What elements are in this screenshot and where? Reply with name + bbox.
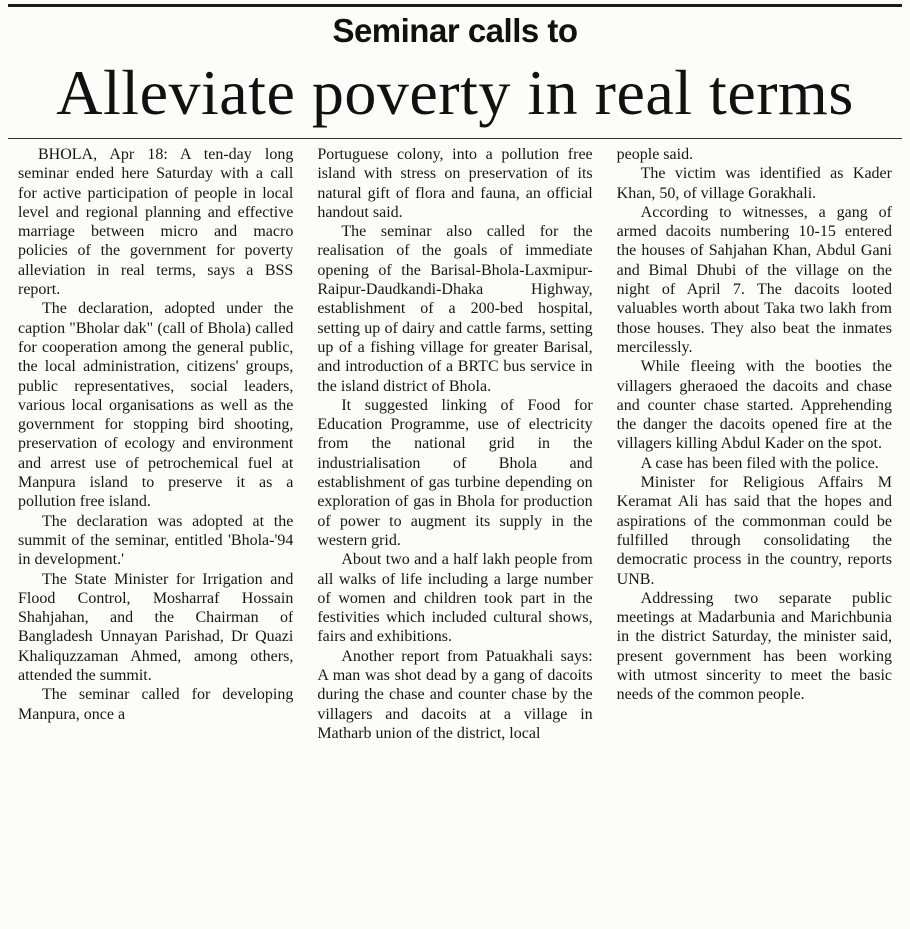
paragraph: According to witnesses, a gang of armed dacoits numbering 10-15 entered the houses of Sahjahan Khan, Abdul Gani and Bimal Dhubi of the village on the night of April 7. The dacoits looted valuables worth about Taka two lakh from those houses. They also beat the inmates mercilessly.	[616, 203, 892, 356]
paragraph: BHOLA, Apr 18: A ten-day long seminar ended here Saturday with a call for active participation of people in local level and regional planning and effective marriage between micro and macro policies of the government for poverty alleviation in real terms, says a BSS report.	[18, 146, 294, 299]
paragraph: While fleeing with the booties the villagers gheraoed the dacoits and chase and counter chase started. Apprehending the danger the dacoits opened fire at the villagers killing Abdul Kader on the spot.	[616, 358, 892, 453]
paragraph: The seminar called for developing Manpura, once a	[18, 686, 294, 723]
paragraph: The State Minister for Irrigation and Flood Control, Mosharraf Hossain Shahjahan, and the Chairman of Bangladesh Unnayan Parishad, Dr Quazi Khaliquzzaman Ahmed, among others, attended the summit.	[18, 570, 294, 685]
paragraph: Minister for Religious Affairs M Keramat Ali has said that the hopes and aspirations of the commonman could be fulfilled through consolidating the democratic process in the country, reports UNB.	[616, 474, 892, 588]
paragraph: people said.	[616, 146, 694, 163]
top-rule	[8, 4, 902, 7]
headline-kicker: Seminar calls to	[332, 12, 578, 49]
paragraph: Addressing two separate public meetings at Madarbunia and Marichbunia in the district Saturday, the minister said, present government has been working with utmost sincerity to meet the basic needs of the common people.	[616, 589, 892, 704]
paragraph: Portuguese colony, into a pollution free island with stress on preservation of its natural gift of flora and fauna, an official handout said.	[317, 146, 593, 221]
article-body	[18, 145, 892, 925]
article-column-2	[317, 145, 592, 925]
article-column-1	[18, 145, 293, 925]
paragraph: The declaration was adopted at the summit of the seminar, entitled 'Bhola-'94 in development.'	[18, 512, 294, 569]
paragraph: It suggested linking of Food for Education Programme, use of electricity from the national grid in the industrialisation of Bhola and establishment of gas turbine depending on exploration of gas in Bhola for production of power to augment its supply in the western grid.	[317, 396, 593, 549]
paragraph: The declaration, adopted under the caption "Bholar dak" (call of Bhola) called for cooperation among the general public, the local administration, citizens' groups, public representatives, social leaders, various local organisations as well as the government for stopping bird shooting, preservation of ecology and environment and arrest use of petrochemical fuel at Manpura island to preserve it as a pollution free island.	[18, 300, 294, 511]
paragraph: A case has been filed with the police.	[640, 454, 879, 472]
headline: Alleviate poverty in real terms	[56, 57, 854, 128]
paragraph: Another report from Patuakhali says: A man was shot dead by a gang of dacoits during the chase and counter chase by the villagers and dacoits at a village in Matharb union of the district, local	[317, 647, 593, 742]
article-column-3	[617, 145, 892, 925]
paragraph: The victim was identified as Kader Khan, 50, of village Gorakhali.	[616, 165, 892, 202]
headline-rule	[8, 138, 902, 139]
paragraph: About two and a half lakh people from all walks of life including a large number of women and children took part in the festivities which included cultural shows, fairs and exhibitions.	[317, 551, 593, 646]
paragraph: The seminar also called for the realisation of the goals of immediate opening of the Barisal-Bhola-Laxmipur-Raipur-Daudkandi-Dhaka Highway, establishment of a 200-bed hospital, setting up of dairy and cattle farms, setting up of a fishing village for greater Barisal, and introduction of a BRTC bus service in the island district of Bhola.	[317, 223, 593, 395]
